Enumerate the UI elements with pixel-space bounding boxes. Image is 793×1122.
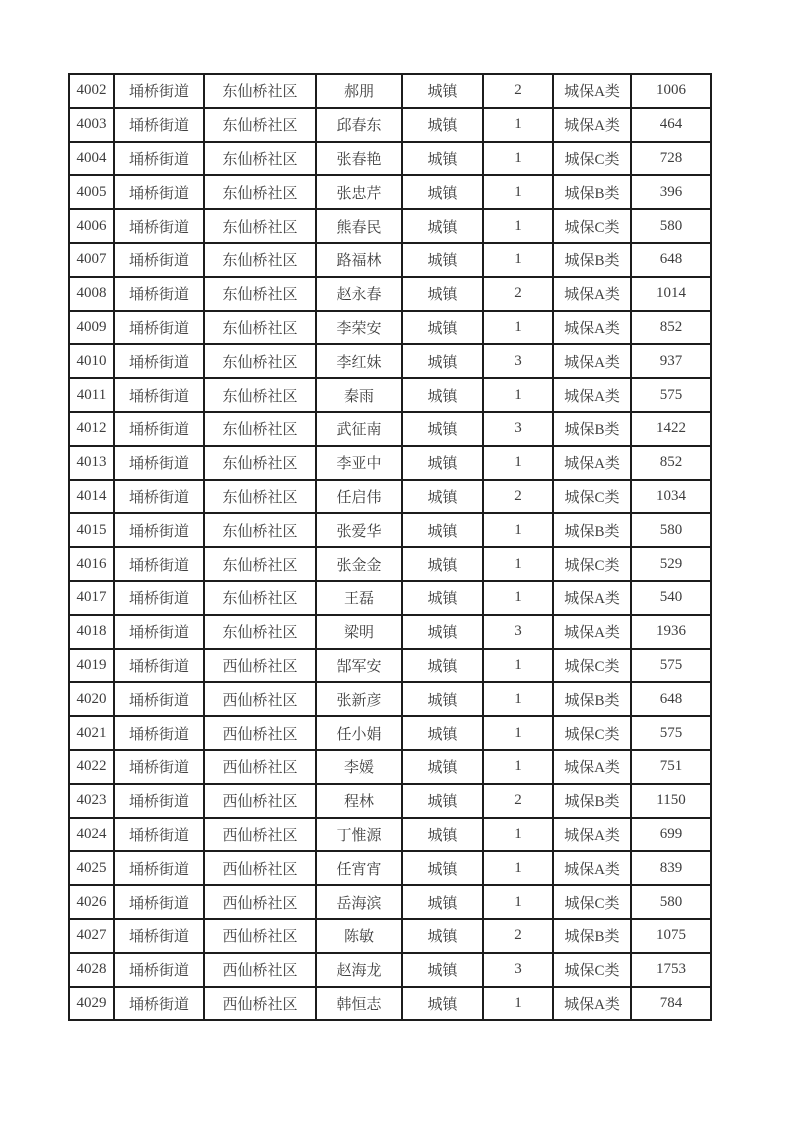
cell-person-count: 1	[483, 581, 553, 615]
cell-street: 埇桥街道	[114, 682, 204, 716]
table-row	[69, 513, 711, 547]
cell-community: 西仙桥社区	[204, 649, 316, 683]
cell-household-type: 城镇	[402, 243, 483, 277]
cell-benefit-class: 城保B类	[553, 243, 631, 277]
cell-street: 埇桥街道	[114, 243, 204, 277]
cell-person-count: 1	[483, 649, 553, 683]
cell-amount: 648	[631, 682, 711, 716]
cell-amount: 1150	[631, 784, 711, 818]
table-row	[69, 311, 711, 345]
cell-benefit-class: 城保B类	[553, 513, 631, 547]
cell-name: 任小娟	[316, 716, 402, 750]
cell-street: 埇桥街道	[114, 649, 204, 683]
cell-amount: 540	[631, 581, 711, 615]
cell-name: 李红妹	[316, 344, 402, 378]
cell-id: 4025	[69, 851, 114, 885]
cell-household-type: 城镇	[402, 412, 483, 446]
cell-person-count: 1	[483, 108, 553, 142]
cell-name: 张新彦	[316, 682, 402, 716]
table-row	[69, 209, 711, 243]
cell-amount: 1006	[631, 74, 711, 108]
cell-amount: 728	[631, 142, 711, 176]
cell-person-count: 1	[483, 513, 553, 547]
cell-street: 埇桥街道	[114, 142, 204, 176]
cell-street: 埇桥街道	[114, 851, 204, 885]
table-row	[69, 716, 711, 750]
cell-person-count: 3	[483, 953, 553, 987]
cell-community: 东仙桥社区	[204, 615, 316, 649]
cell-person-count: 2	[483, 919, 553, 953]
cell-household-type: 城镇	[402, 344, 483, 378]
table-row	[69, 142, 711, 176]
cell-name: 熊春民	[316, 209, 402, 243]
cell-street: 埇桥街道	[114, 108, 204, 142]
cell-name: 张爱华	[316, 513, 402, 547]
cell-id: 4029	[69, 987, 114, 1021]
cell-id: 4004	[69, 142, 114, 176]
cell-id: 4014	[69, 480, 114, 514]
cell-person-count: 1	[483, 446, 553, 480]
cell-community: 西仙桥社区	[204, 885, 316, 919]
cell-household-type: 城镇	[402, 851, 483, 885]
cell-person-count: 1	[483, 987, 553, 1021]
cell-amount: 464	[631, 108, 711, 142]
cell-amount: 852	[631, 446, 711, 480]
cell-household-type: 城镇	[402, 480, 483, 514]
cell-street: 埇桥街道	[114, 784, 204, 818]
cell-amount: 1034	[631, 480, 711, 514]
cell-street: 埇桥街道	[114, 412, 204, 446]
table-row	[69, 682, 711, 716]
cell-street: 埇桥街道	[114, 277, 204, 311]
cell-street: 埇桥街道	[114, 919, 204, 953]
cell-community: 东仙桥社区	[204, 108, 316, 142]
cell-community: 东仙桥社区	[204, 513, 316, 547]
cell-name: 路福林	[316, 243, 402, 277]
cell-id: 4011	[69, 378, 114, 412]
cell-household-type: 城镇	[402, 682, 483, 716]
cell-household-type: 城镇	[402, 615, 483, 649]
cell-name: 李荣安	[316, 311, 402, 345]
cell-community: 东仙桥社区	[204, 412, 316, 446]
cell-household-type: 城镇	[402, 209, 483, 243]
cell-person-count: 1	[483, 142, 553, 176]
cell-id: 4016	[69, 547, 114, 581]
cell-id: 4024	[69, 818, 114, 852]
cell-person-count: 3	[483, 344, 553, 378]
table-row	[69, 74, 711, 108]
cell-community: 东仙桥社区	[204, 243, 316, 277]
cell-id: 4006	[69, 209, 114, 243]
cell-amount: 1014	[631, 277, 711, 311]
cell-household-type: 城镇	[402, 513, 483, 547]
cell-id: 4022	[69, 750, 114, 784]
cell-name: 邱春东	[316, 108, 402, 142]
cell-street: 埇桥街道	[114, 175, 204, 209]
cell-person-count: 1	[483, 682, 553, 716]
table-body	[69, 74, 711, 1020]
cell-person-count: 2	[483, 480, 553, 514]
cell-amount: 575	[631, 378, 711, 412]
cell-benefit-class: 城保C类	[553, 142, 631, 176]
cell-benefit-class: 城保B类	[553, 175, 631, 209]
table-row	[69, 446, 711, 480]
cell-benefit-class: 城保B类	[553, 919, 631, 953]
cell-id: 4010	[69, 344, 114, 378]
cell-community: 东仙桥社区	[204, 480, 316, 514]
cell-amount: 575	[631, 649, 711, 683]
cell-person-count: 3	[483, 412, 553, 446]
cell-household-type: 城镇	[402, 581, 483, 615]
cell-name: 郝朋	[316, 74, 402, 108]
table-row	[69, 547, 711, 581]
cell-id: 4019	[69, 649, 114, 683]
cell-street: 埇桥街道	[114, 716, 204, 750]
cell-community: 西仙桥社区	[204, 682, 316, 716]
table-row	[69, 243, 711, 277]
cell-amount: 580	[631, 209, 711, 243]
table-row	[69, 953, 711, 987]
cell-id: 4026	[69, 885, 114, 919]
cell-community: 西仙桥社区	[204, 919, 316, 953]
cell-household-type: 城镇	[402, 142, 483, 176]
cell-person-count: 1	[483, 175, 553, 209]
cell-community: 东仙桥社区	[204, 581, 316, 615]
cell-amount: 839	[631, 851, 711, 885]
cell-household-type: 城镇	[402, 175, 483, 209]
cell-benefit-class: 城保C类	[553, 953, 631, 987]
cell-street: 埇桥街道	[114, 344, 204, 378]
cell-name: 梁明	[316, 615, 402, 649]
cell-amount: 751	[631, 750, 711, 784]
cell-benefit-class: 城保B类	[553, 412, 631, 446]
table-row	[69, 378, 711, 412]
cell-community: 东仙桥社区	[204, 378, 316, 412]
cell-household-type: 城镇	[402, 108, 483, 142]
table-row	[69, 750, 711, 784]
cell-street: 埇桥街道	[114, 987, 204, 1021]
cell-benefit-class: 城保C类	[553, 209, 631, 243]
cell-id: 4008	[69, 277, 114, 311]
cell-household-type: 城镇	[402, 987, 483, 1021]
cell-amount: 648	[631, 243, 711, 277]
cell-community: 东仙桥社区	[204, 547, 316, 581]
table-row	[69, 851, 711, 885]
cell-id: 4027	[69, 919, 114, 953]
table-row	[69, 615, 711, 649]
benefits-table	[68, 73, 712, 1021]
cell-household-type: 城镇	[402, 919, 483, 953]
cell-benefit-class: 城保A类	[553, 581, 631, 615]
cell-name: 韩恒志	[316, 987, 402, 1021]
table-row	[69, 108, 711, 142]
cell-person-count: 1	[483, 547, 553, 581]
cell-person-count: 1	[483, 311, 553, 345]
cell-community: 西仙桥社区	[204, 750, 316, 784]
cell-household-type: 城镇	[402, 818, 483, 852]
cell-benefit-class: 城保A类	[553, 108, 631, 142]
table-row	[69, 885, 711, 919]
cell-person-count: 1	[483, 378, 553, 412]
cell-street: 埇桥街道	[114, 750, 204, 784]
cell-id: 4017	[69, 581, 114, 615]
cell-benefit-class: 城保C类	[553, 480, 631, 514]
cell-person-count: 1	[483, 243, 553, 277]
cell-benefit-class: 城保C类	[553, 716, 631, 750]
cell-household-type: 城镇	[402, 378, 483, 412]
table-row	[69, 649, 711, 683]
table-row	[69, 987, 711, 1021]
cell-amount: 1075	[631, 919, 711, 953]
cell-street: 埇桥街道	[114, 480, 204, 514]
cell-street: 埇桥街道	[114, 818, 204, 852]
cell-benefit-class: 城保A类	[553, 446, 631, 480]
cell-amount: 1422	[631, 412, 711, 446]
cell-id: 4002	[69, 74, 114, 108]
cell-person-count: 1	[483, 750, 553, 784]
cell-name: 丁惟源	[316, 818, 402, 852]
cell-household-type: 城镇	[402, 885, 483, 919]
cell-household-type: 城镇	[402, 74, 483, 108]
cell-household-type: 城镇	[402, 784, 483, 818]
cell-person-count: 2	[483, 74, 553, 108]
cell-benefit-class: 城保A类	[553, 851, 631, 885]
cell-name: 秦雨	[316, 378, 402, 412]
table-row	[69, 344, 711, 378]
cell-community: 西仙桥社区	[204, 987, 316, 1021]
cell-person-count: 1	[483, 209, 553, 243]
cell-id: 4012	[69, 412, 114, 446]
cell-community: 东仙桥社区	[204, 446, 316, 480]
cell-street: 埇桥街道	[114, 446, 204, 480]
cell-benefit-class: 城保A类	[553, 74, 631, 108]
cell-community: 东仙桥社区	[204, 74, 316, 108]
cell-community: 东仙桥社区	[204, 209, 316, 243]
cell-community: 西仙桥社区	[204, 784, 316, 818]
cell-street: 埇桥街道	[114, 885, 204, 919]
cell-person-count: 1	[483, 851, 553, 885]
cell-household-type: 城镇	[402, 716, 483, 750]
table-row	[69, 480, 711, 514]
cell-street: 埇桥街道	[114, 547, 204, 581]
cell-name: 王磊	[316, 581, 402, 615]
cell-benefit-class: 城保A类	[553, 750, 631, 784]
cell-name: 武征南	[316, 412, 402, 446]
cell-id: 4015	[69, 513, 114, 547]
table-row	[69, 818, 711, 852]
table-row	[69, 784, 711, 818]
cell-benefit-class: 城保C类	[553, 885, 631, 919]
cell-street: 埇桥街道	[114, 953, 204, 987]
cell-benefit-class: 城保A类	[553, 344, 631, 378]
cell-amount: 575	[631, 716, 711, 750]
cell-name: 陈敏	[316, 919, 402, 953]
cell-community: 西仙桥社区	[204, 818, 316, 852]
cell-id: 4005	[69, 175, 114, 209]
cell-name: 李亚中	[316, 446, 402, 480]
cell-benefit-class: 城保A类	[553, 987, 631, 1021]
cell-id: 4023	[69, 784, 114, 818]
cell-id: 4018	[69, 615, 114, 649]
table-row	[69, 412, 711, 446]
cell-person-count: 3	[483, 615, 553, 649]
cell-name: 赵海龙	[316, 953, 402, 987]
cell-benefit-class: 城保C类	[553, 649, 631, 683]
cell-community: 东仙桥社区	[204, 175, 316, 209]
cell-name: 张春艳	[316, 142, 402, 176]
cell-street: 埇桥街道	[114, 209, 204, 243]
cell-id: 4003	[69, 108, 114, 142]
cell-community: 东仙桥社区	[204, 311, 316, 345]
cell-street: 埇桥街道	[114, 615, 204, 649]
cell-person-count: 1	[483, 818, 553, 852]
cell-street: 埇桥街道	[114, 74, 204, 108]
cell-amount: 396	[631, 175, 711, 209]
cell-household-type: 城镇	[402, 446, 483, 480]
cell-street: 埇桥街道	[114, 378, 204, 412]
cell-person-count: 2	[483, 784, 553, 818]
table-row	[69, 919, 711, 953]
cell-name: 岳海滨	[316, 885, 402, 919]
cell-person-count: 2	[483, 277, 553, 311]
cell-street: 埇桥街道	[114, 513, 204, 547]
cell-household-type: 城镇	[402, 277, 483, 311]
cell-person-count: 1	[483, 716, 553, 750]
cell-community: 东仙桥社区	[204, 277, 316, 311]
cell-benefit-class: 城保A类	[553, 378, 631, 412]
cell-benefit-class: 城保C类	[553, 547, 631, 581]
cell-benefit-class: 城保A类	[553, 615, 631, 649]
cell-amount: 937	[631, 344, 711, 378]
cell-id: 4007	[69, 243, 114, 277]
cell-household-type: 城镇	[402, 311, 483, 345]
cell-id: 4009	[69, 311, 114, 345]
cell-id: 4020	[69, 682, 114, 716]
cell-amount: 580	[631, 885, 711, 919]
cell-benefit-class: 城保A类	[553, 818, 631, 852]
table-row	[69, 175, 711, 209]
cell-household-type: 城镇	[402, 953, 483, 987]
cell-name: 张忠芹	[316, 175, 402, 209]
table-row	[69, 277, 711, 311]
cell-amount: 699	[631, 818, 711, 852]
cell-amount: 529	[631, 547, 711, 581]
cell-name: 郜军安	[316, 649, 402, 683]
cell-name: 赵永春	[316, 277, 402, 311]
cell-benefit-class: 城保B类	[553, 784, 631, 818]
cell-name: 任启伟	[316, 480, 402, 514]
cell-household-type: 城镇	[402, 547, 483, 581]
cell-amount: 580	[631, 513, 711, 547]
cell-community: 东仙桥社区	[204, 142, 316, 176]
cell-community: 西仙桥社区	[204, 953, 316, 987]
cell-amount: 1936	[631, 615, 711, 649]
table-row	[69, 581, 711, 615]
cell-benefit-class: 城保A类	[553, 277, 631, 311]
cell-id: 4028	[69, 953, 114, 987]
cell-amount: 784	[631, 987, 711, 1021]
cell-street: 埇桥街道	[114, 311, 204, 345]
cell-household-type: 城镇	[402, 649, 483, 683]
cell-amount: 1753	[631, 953, 711, 987]
cell-street: 埇桥街道	[114, 581, 204, 615]
cell-community: 西仙桥社区	[204, 716, 316, 750]
cell-community: 东仙桥社区	[204, 344, 316, 378]
cell-name: 任宵宵	[316, 851, 402, 885]
cell-id: 4021	[69, 716, 114, 750]
cell-amount: 852	[631, 311, 711, 345]
cell-name: 张金金	[316, 547, 402, 581]
cell-person-count: 1	[483, 885, 553, 919]
cell-id: 4013	[69, 446, 114, 480]
cell-benefit-class: 城保A类	[553, 311, 631, 345]
cell-community: 西仙桥社区	[204, 851, 316, 885]
cell-name: 程林	[316, 784, 402, 818]
cell-benefit-class: 城保B类	[553, 682, 631, 716]
cell-name: 李媛	[316, 750, 402, 784]
cell-household-type: 城镇	[402, 750, 483, 784]
